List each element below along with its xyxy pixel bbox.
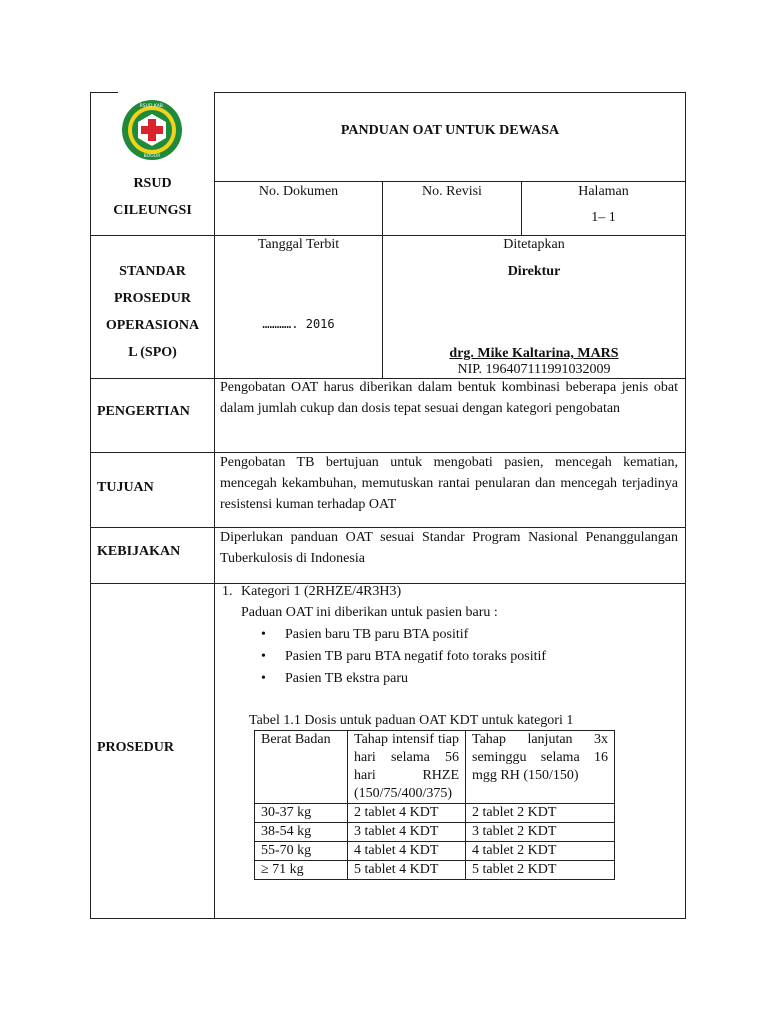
prosedur-item-number: 1. — [222, 584, 233, 599]
logo-text-bottom: BOGOR — [143, 154, 161, 159]
border-bottom — [90, 918, 686, 919]
bullet-item: Pasien TB paru BTA negatif foto toraks positif — [285, 649, 547, 664]
table-row — [255, 804, 615, 823]
table-cell: 5 tablet 4 KDT — [348, 861, 466, 880]
bullet-dot: • — [261, 671, 266, 686]
table-cell: 5 tablet 2 KDT — [466, 861, 615, 880]
table-caption: Tabel 1.1 Dosis untuk paduan OAT KDT untuk kategori 1 — [249, 713, 574, 728]
logo-text-top: RSUD KAB. — [139, 104, 165, 109]
table-header-cell: Tahap lanjutan 3x seminggu selama 16 mgg RH (150/150) — [466, 731, 615, 804]
kebijakan-text: Diperlukan panduan OAT sesuai Standar Program Nasional Penanggulangan Tuberkulosis di Indonesia — [220, 530, 678, 566]
tujuan-text: Pengobatan TB bertujuan untuk mengobati pasien, mencegah kematian, mencegah kekambuhan, memutuskan rantai penularan dan mencegah terjadinya resistensi kuman terhadap OAT — [220, 455, 678, 512]
spo-label-line2: PROSEDUR — [113, 291, 191, 306]
halaman-label: Halaman — [578, 184, 629, 199]
prosedur-label: PROSEDUR — [97, 740, 175, 755]
hospital-logo — [121, 99, 183, 161]
ditetapkan-label: Ditetapkan — [503, 237, 565, 252]
table-cell: 2 tablet 2 KDT — [466, 804, 615, 823]
bullet-item: Pasien baru TB paru BTA positif — [285, 627, 469, 642]
logo-border-gap — [118, 92, 214, 96]
prosedur-item-title: Kategori 1 (2RHZE/4R3H3) — [241, 584, 402, 599]
table-row — [255, 842, 615, 861]
table-cell: 4 tablet 4 KDT — [348, 842, 466, 861]
halaman-value: 1– 1 — [591, 210, 616, 225]
signatory-name: drg. Mike Kaltarina, MARS — [449, 346, 619, 361]
table-cell: 3 tablet 2 KDT — [466, 823, 615, 842]
prosedur-intro: Paduan OAT ini diberikan untuk pasien baru : — [241, 605, 498, 620]
no-revisi-label: No. Revisi — [422, 184, 482, 199]
divider-label-column — [214, 92, 215, 919]
table-cell: ≥ 71 kg — [255, 861, 348, 880]
dosage-table — [254, 730, 615, 880]
spo-label-line4: L (SPO) — [128, 345, 177, 360]
bullet-dot: • — [261, 627, 266, 642]
pengertian-label: PENGERTIAN — [97, 404, 190, 419]
signatory-nip: NIP. 196407111991032009 — [457, 362, 611, 377]
kebijakan-label: KEBIJAKAN — [97, 544, 181, 559]
table-header-cell: Tahap intensif tiap hari selama 56 hari RHZE (150/75/400/375) — [348, 731, 466, 804]
no-dokumen-label: No. Dokumen — [258, 184, 339, 199]
logo-cross-horizontal — [141, 126, 163, 134]
bullet-item: Pasien TB ekstra paru — [285, 671, 408, 686]
table-cell: 2 tablet 4 KDT — [348, 804, 466, 823]
table-cell: 4 tablet 2 KDT — [466, 842, 615, 861]
table-cell: 3 tablet 4 KDT — [348, 823, 466, 842]
spo-label-line3: OPERASIONA — [105, 318, 200, 333]
table-cell: 30-37 kg — [255, 804, 348, 823]
tanggal-terbit-label: Tanggal Terbit — [257, 237, 340, 252]
border-right — [685, 92, 686, 919]
table-header-cell: Berat Badan — [255, 731, 348, 804]
pengertian-text: Pengobatan OAT harus diberikan dalam bentuk kombinasi beberapa jenis obat dalam jumlah cukup dan dosis tepat sesuai dengan kategori pengobatan — [220, 380, 678, 416]
document-title: PANDUAN OAT UNTUK DEWASA — [340, 123, 560, 138]
jabatan-direktur: Direktur — [507, 264, 561, 279]
institution-name-line1: RSUD — [133, 176, 172, 191]
institution-name-line2: CILEUNGSI — [113, 203, 192, 218]
table-cell: 55-70 kg — [255, 842, 348, 861]
tujuan-label: TUJUAN — [97, 480, 154, 495]
bullet-dot: • — [261, 649, 266, 664]
table-row — [255, 861, 615, 880]
table-cell: 38-54 kg — [255, 823, 348, 842]
table-row — [255, 823, 615, 842]
tanggal-terbit-value: …………. 2016 — [262, 317, 335, 331]
spo-label-line1: STANDAR — [119, 264, 186, 279]
table-header-row — [255, 731, 615, 804]
